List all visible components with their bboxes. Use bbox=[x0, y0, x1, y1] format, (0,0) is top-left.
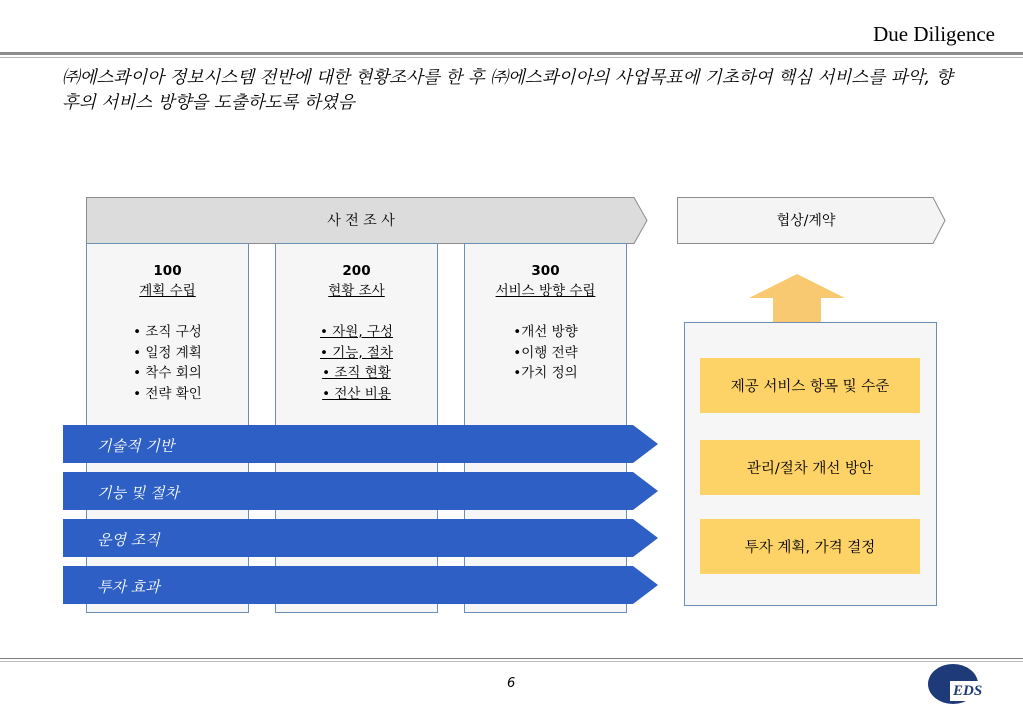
column-item: • 조직 현황 bbox=[322, 365, 391, 381]
negotiation-phase-label: 협상/계약 bbox=[776, 213, 836, 229]
survey-phase-label: 사 전 조 사 bbox=[327, 213, 395, 229]
arrow-label-investment: 투자 효과 bbox=[97, 578, 160, 596]
column-number: 100 bbox=[153, 263, 182, 279]
column-number: 300 bbox=[531, 263, 560, 279]
footer-divider-thin bbox=[0, 661, 1023, 662]
column-item: • 전산 비용 bbox=[322, 385, 391, 402]
column-item: • 전략 확인 bbox=[133, 385, 202, 402]
footer-divider bbox=[0, 658, 1023, 659]
header-divider-thin bbox=[0, 57, 1023, 58]
column-item: • 조직 구성 bbox=[133, 324, 202, 340]
page-header-title: Due Diligence bbox=[873, 22, 995, 46]
page-number: 6 bbox=[507, 676, 516, 691]
intro-text: ㈜에스콰이아 정보시스템 전반에 대한 현황조사를 한 후 ㈜에스콰이아의 사업목표에 기초하여 핵심 서비스를 파악, 향후의 서비스 방향을 도출하도록 하였음 bbox=[62, 68, 953, 113]
column-title: 서비스 방향 수립 bbox=[495, 283, 596, 299]
column-title: 현황 조사 bbox=[328, 283, 385, 299]
column-title: 계획 수립 bbox=[139, 283, 196, 299]
column-item: •가치 정의 bbox=[513, 365, 578, 381]
arrow-label-organization: 운영 조직 bbox=[97, 531, 160, 549]
arrow-label-technical: 기술적 기반 bbox=[97, 437, 175, 455]
arrow-label-function: 기능 및 절차 bbox=[97, 484, 179, 502]
column-item: • 자원, 구성 bbox=[319, 324, 393, 340]
column-item: •이행 전략 bbox=[513, 344, 578, 361]
deliverable-service-level: 제공 서비스 항목 및 수준 bbox=[700, 358, 920, 413]
column-number: 200 bbox=[342, 263, 371, 279]
column-item: •개선 방향 bbox=[513, 324, 578, 340]
column-item: • 일정 계획 bbox=[133, 344, 202, 361]
deliverable-investment-pricing: 투자 계획, 가격 결정 bbox=[700, 519, 920, 574]
header-divider bbox=[0, 52, 1023, 55]
column-item: • 착수 회의 bbox=[133, 365, 202, 381]
deliverable-process-improvement: 관리/절차 개선 방안 bbox=[700, 440, 920, 495]
eds-logo-text: EDS bbox=[950, 681, 1010, 701]
column-item: • 기능, 절차 bbox=[319, 344, 393, 361]
